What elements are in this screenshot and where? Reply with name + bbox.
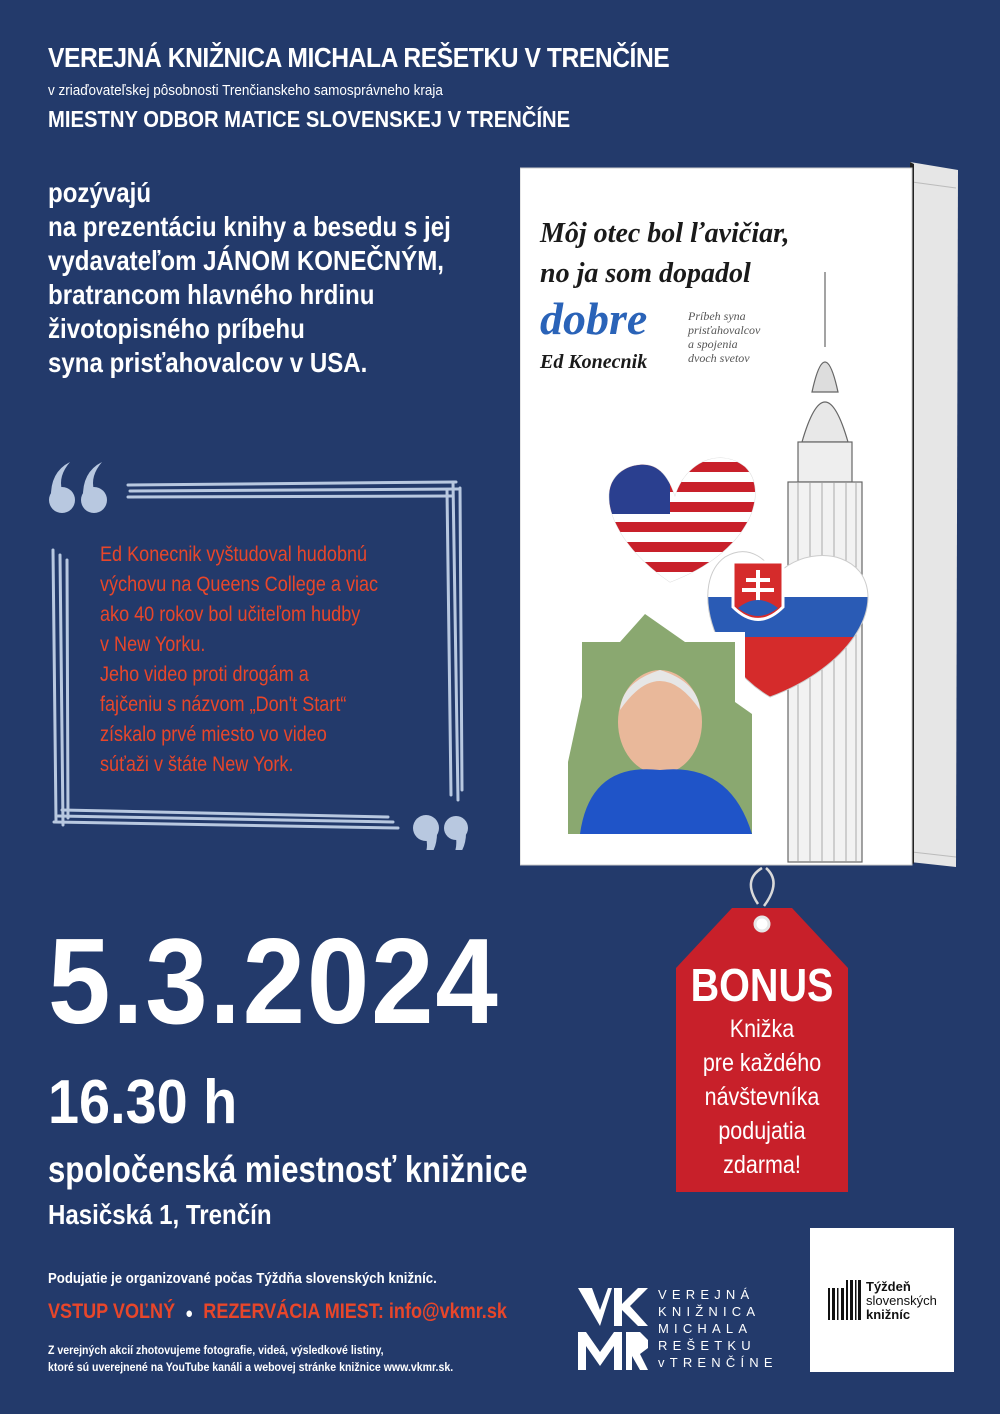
- bonus-line: pre každého: [702, 1049, 822, 1077]
- invitation-line: na prezentáciu knihy a besedu s jej: [48, 211, 451, 242]
- vkmr-logo-line: REŠETKU: [658, 1338, 756, 1353]
- close-quote-icon: [413, 815, 468, 850]
- invitation-line: bratrancom hlavného hrdinu: [48, 279, 375, 310]
- organizer-subtitle: v zriaďovateľskej pôsobnosti Trenčianskeho samosprávneho kraja: [48, 82, 443, 99]
- book-title-line1: Môj otec bol ľavičiar,: [540, 218, 790, 249]
- invitation-line: vydavateľom JÁNOM KONEČNÝM,: [48, 245, 444, 276]
- invitation-line: pozývajú: [48, 177, 152, 208]
- organized-note: Podujatie je organizované počas Týždňa slovenských knižníc.: [48, 1270, 437, 1287]
- library-week-text: [866, 1280, 937, 1322]
- bonus-line: Knižka: [729, 1015, 795, 1043]
- bonus-text: [672, 958, 852, 1182]
- quote-line: získalo prvé miesto vo video: [100, 723, 327, 746]
- book-subtitle-line: a spojenia: [688, 337, 738, 351]
- quote-line: v New Yorku.: [100, 633, 206, 656]
- quote-line: Ed Konecnik vyštudoval hudobnú: [100, 543, 368, 566]
- event-time: 16.30 h: [48, 1068, 238, 1137]
- disclaimer-line: Z verejných akcií zhotovujeme fotografie, videá, výsledkové listiny,: [48, 1343, 384, 1357]
- library-week-line: slovenských: [866, 1293, 937, 1308]
- book-subtitle-line: Príbeh syna: [688, 309, 746, 323]
- free-entry-label: VSTUP VOĽNÝ: [48, 1300, 176, 1323]
- quote-line: výchovu na Queens College a viac: [100, 573, 379, 596]
- bullet-separator: ●: [185, 1305, 194, 1322]
- vkmr-logo-line: KNIŽNICA: [658, 1304, 761, 1319]
- vkmr-logo-line: MICHALA: [658, 1321, 753, 1336]
- library-week-line: Týždeň: [866, 1279, 911, 1294]
- quote-text: [100, 540, 445, 780]
- vkmr-logo-line: VEREJNÁ: [658, 1287, 755, 1302]
- quote-line: fajčeniu s názvom „Don't Start“: [100, 693, 347, 716]
- bonus-line: návštevníka: [704, 1083, 820, 1111]
- vkmr-logo-mark: [578, 1288, 648, 1370]
- bonus-line: podujatia: [718, 1117, 806, 1145]
- event-address: Hasičská 1, Trenčín: [48, 1199, 272, 1230]
- author-portrait: [568, 602, 765, 862]
- quote-line: súťaži v štáte New York.: [100, 753, 294, 776]
- book-cover: [520, 162, 960, 877]
- quote-line: ako 40 rokov bol učiteľom hudby: [100, 603, 361, 626]
- invitation-line: syna prisťahovalcov v USA.: [48, 347, 368, 378]
- organizer-title: VEREJNÁ KNIŽNICA MICHALA REŠETKU V TRENČÍNE: [48, 42, 670, 73]
- book-title-line2: no ja som dopadol: [540, 258, 751, 289]
- reservation-contact[interactable]: REZERVÁCIA MIEST: info@vkmr.sk: [203, 1300, 507, 1323]
- library-week-line: knižníc: [866, 1307, 911, 1322]
- barcode-icon: [828, 1280, 862, 1320]
- open-quote-icon: [49, 462, 107, 513]
- invitation-text: [48, 176, 518, 380]
- book-author: Ed Konecnik: [540, 351, 648, 373]
- invitation-line: životopisného príbehu: [48, 313, 305, 344]
- event-venue: spoločenská miestnosť knižnice: [48, 1149, 528, 1190]
- disclaimer-line: ktoré sú uverejnené na YouTube kanáli a webovej stránke knižnice www.vkmr.sk.: [48, 1360, 454, 1374]
- vkmr-logo-line: vTRENČÍNE: [658, 1355, 778, 1370]
- book-subtitle-line: dvoch svetov: [688, 351, 750, 365]
- quote-line: Jeho video proti drogám a: [100, 663, 309, 686]
- book-subtitle-line: prisťahovalcov: [688, 323, 761, 337]
- bonus-line: zdarma!: [723, 1151, 801, 1179]
- co-organizer-title: MIESTNY ODBOR MATICE SLOVENSKEJ V TRENČÍNE: [48, 106, 571, 132]
- book-title-accent: dobre: [540, 293, 648, 344]
- entry-reservation: [48, 1300, 507, 1324]
- photo-disclaimer: [48, 1342, 453, 1376]
- bonus-title: BONUS: [690, 959, 834, 1011]
- event-date: 5.3.2024: [48, 913, 500, 1049]
- vkmr-logo-text: [658, 1286, 778, 1371]
